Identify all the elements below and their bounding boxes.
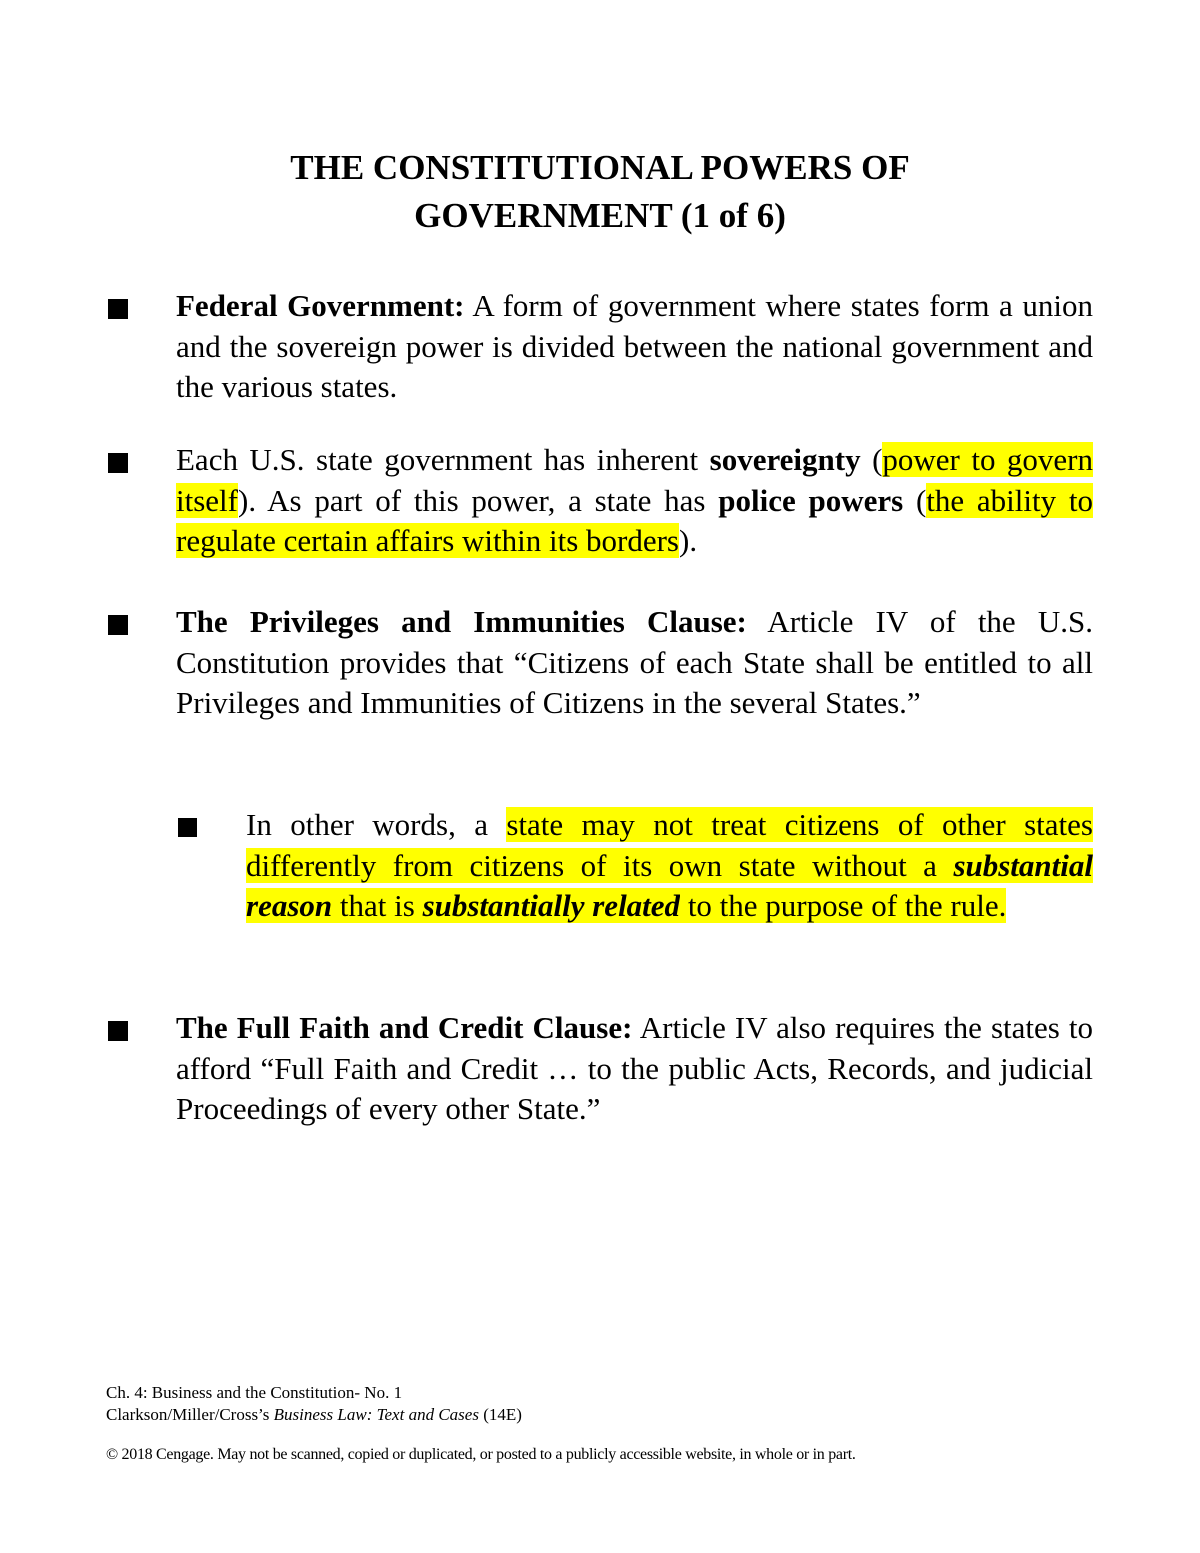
square-bullet-icon: [108, 1021, 128, 1041]
footer-copyright: © 2018 Cengage. May not be scanned, copied or duplicated, or posted to a publicly accessible website, in whole or in part.: [106, 1446, 856, 1463]
bullet-text: [176, 286, 1093, 408]
bullet-sovereignty: [108, 440, 1093, 562]
square-bullet-icon: [108, 615, 128, 635]
square-bullet-icon: [178, 818, 197, 837]
text-segment: ).: [679, 523, 698, 558]
definition: Article IV of the U.S. Constitution provides that “Citizens of each State shall be entitled to all Privileges and Immunities of Citizens in the several States.”: [176, 604, 1093, 720]
text-segment: (: [903, 482, 927, 518]
bullet-text: [176, 1008, 1093, 1130]
citation-book-title: Business Law: Text and Cases: [273, 1405, 479, 1424]
highlighted-text: to the purpose of the rule.: [680, 888, 1007, 923]
bullet-privileges-immunities: [108, 602, 1093, 724]
bold-term: sovereignty: [709, 442, 861, 477]
page-title-line-2: GOVERNMENT (1 of 6): [414, 196, 786, 235]
square-bullet-icon: [108, 453, 128, 473]
bullet-federal-government: [108, 286, 1093, 408]
text-segment: (: [860, 442, 883, 477]
text-segment: Each U.S. state government has inherent: [176, 442, 710, 477]
bold-italic-term: substantially related: [422, 888, 681, 923]
text-segment: ). As part of this power, a state has: [238, 482, 719, 518]
highlighted-text: that is: [332, 888, 423, 923]
bold-term: police powers: [718, 482, 904, 518]
citation-edition: (14E): [478, 1405, 522, 1424]
footer-citation: [106, 1405, 522, 1425]
text-segment: In other words, a: [246, 807, 507, 842]
bullet-text: [176, 440, 1093, 562]
highlighted-text: the ability to regulate certain affairs within its borders: [176, 482, 1093, 558]
definition: A form of government where states form a union and the sovereign power is divided between the national government and the various states.: [176, 288, 1093, 404]
definition: Article IV also requires the states to afford “Full Faith and Credit … to the public Acts, Records, and judicial Proceedings of every other State.”: [176, 1010, 1093, 1126]
citation-authors: Clarkson/Miller/Cross’s: [106, 1405, 274, 1424]
term: The Full Faith and Credit Clause:: [176, 1010, 633, 1045]
bullet-text: [176, 602, 1093, 724]
term: Federal Government:: [176, 288, 465, 323]
bullet-text: [246, 805, 1093, 927]
footer-chapter: Ch. 4: Business and the Constitution- No. 1: [106, 1383, 403, 1402]
sub-bullet-other-words: [178, 805, 1093, 927]
highlighted-text: state may not treat citizens of other states differently from citizens of its own state without a: [246, 807, 1093, 883]
highlighted-text: power to govern itself: [176, 442, 1093, 518]
bullet-full-faith-credit: [108, 1008, 1093, 1130]
square-bullet-icon: [108, 299, 128, 319]
page-title-line-1: THE CONSTITUTIONAL POWERS OF: [290, 148, 910, 187]
bold-italic-term: substantial reason: [246, 847, 1093, 923]
term: The Privileges and Immunities Clause:: [176, 604, 747, 639]
page-title: [0, 144, 1200, 240]
